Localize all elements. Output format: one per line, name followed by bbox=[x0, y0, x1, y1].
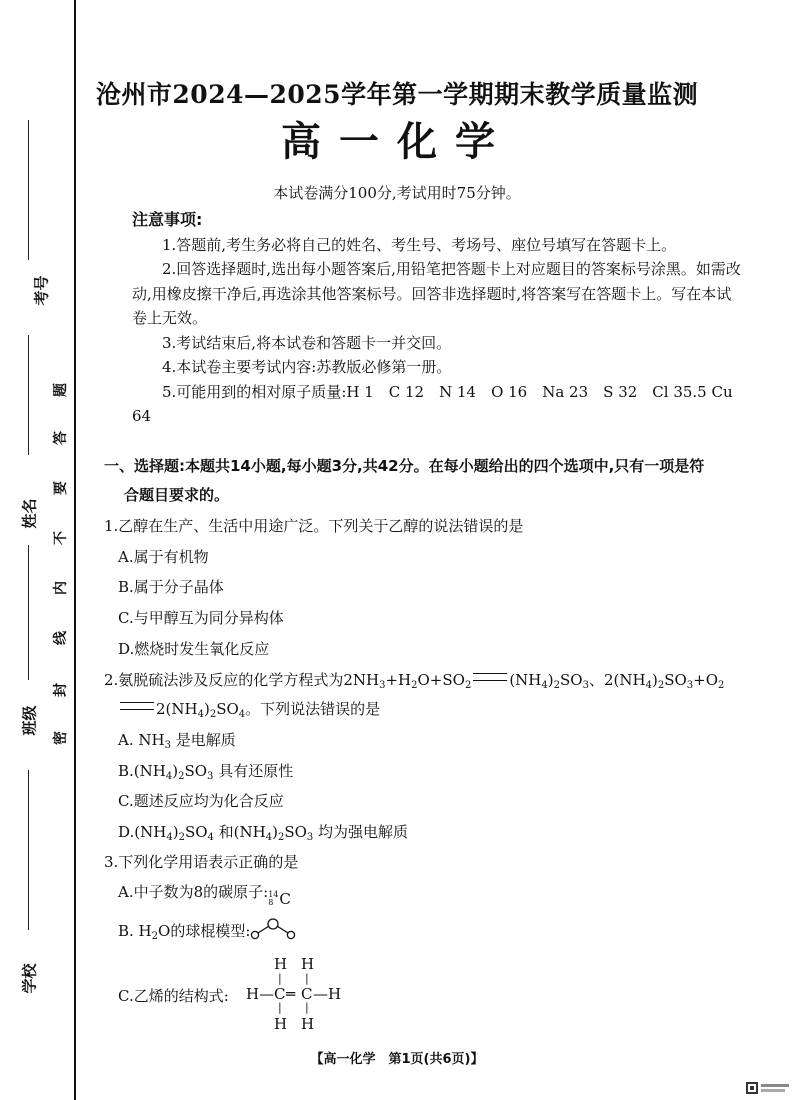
q2-option-a: A. $NH_3$ 是电解质 bbox=[118, 731, 236, 751]
seal-char: 内 bbox=[53, 581, 69, 595]
q2-option-c: C.题述反应均为化合反应 bbox=[118, 792, 284, 810]
seal-char: 线 bbox=[53, 631, 69, 645]
q3-option-b: B. $H_2O$的球棍模型: bbox=[118, 918, 296, 949]
q2-formula: $2NH_3+H_2O+SO_2$ $(NH_4)_2SO_3$、$2(NH_4)_2SO_3+O_2$ bbox=[343, 671, 725, 691]
seal-char: 密 bbox=[53, 731, 69, 745]
q2-stem-suffix: 。下列说法错误的是 bbox=[245, 700, 381, 718]
atom-h: H bbox=[301, 1015, 315, 1033]
q2-option-b: $B.(NH_4)_2SO_3$ 具有还原性 bbox=[118, 762, 294, 782]
exam-number-label: 考号 bbox=[32, 275, 51, 306]
double-bond: ═ bbox=[286, 985, 296, 1003]
q1-option-c: C.与甲醇互为同分异构体 bbox=[118, 609, 284, 627]
note-item: 4.本试卷主要考试内容:苏教版必修第一册。 bbox=[162, 358, 452, 376]
seal-char: 封 bbox=[53, 683, 69, 697]
question-3-stem: 3.下列化学用语表示正确的是 bbox=[104, 853, 299, 871]
exam-number-field-lower bbox=[28, 335, 29, 455]
seal-char: 要 bbox=[53, 481, 69, 495]
note-item: 2.回答选择题时,选出每小题答案后,用铅笔把答题卡上对应题目的答案标号涂黑。如需改动,用橡皮擦干净后,再选涂其他答案标号。回答非选择题时,将答案写在答题卡上。写在本试卷上无效。 bbox=[132, 260, 741, 327]
exam-info: 本试卷满分100分,考试用时75分钟。 bbox=[273, 184, 521, 202]
atom-h-left: H— bbox=[246, 985, 275, 1003]
seal-char: 题 bbox=[53, 383, 69, 397]
section-heading bbox=[104, 452, 764, 510]
q3-option-c: C.乙烯的结构式: bbox=[118, 987, 229, 1005]
atom-h: H bbox=[274, 955, 288, 973]
note-item: 5.可能用到的相对原子质量:H 1 C 12 N 14 O 16 Na 23 S 32 Cl 35.5 Cu 64 bbox=[132, 382, 733, 425]
notes-block bbox=[132, 208, 742, 429]
atom-h: H bbox=[274, 1015, 288, 1033]
section-heading-line: 一、选择题:本题共14小题,每小题3分,共42分。在每小题给出的四个选项中,只有一项是符 bbox=[104, 457, 705, 475]
atom-h: H bbox=[301, 955, 315, 973]
qr-code-icon bbox=[746, 1082, 790, 1094]
note-item: 1.答题前,考生务必将自己的姓名、考生号、考场号、座位号填写在答题卡上。 bbox=[162, 235, 677, 254]
atom-c: C bbox=[274, 985, 286, 1003]
class-label: 班级 bbox=[20, 705, 39, 736]
page-footer: 【高一化学 第1页(共6页)】 bbox=[310, 1052, 484, 1067]
seal-char: 答 bbox=[53, 431, 69, 445]
q1-option-a: A.属于有机物 bbox=[118, 548, 209, 566]
q1-option-d: D.燃烧时发生氧化反应 bbox=[118, 640, 270, 658]
atom-h-right: —H bbox=[313, 985, 342, 1003]
ethene-structure: H H | | H— C ═ C —H | | H H bbox=[246, 955, 342, 1033]
school-label: 学校 bbox=[20, 963, 39, 994]
exam-title: 沧州市2024—2025学年第一学期期末教学质量监测 bbox=[95, 80, 699, 109]
note-item: 3.考试结束后,将本试卷和答题卡一并交回。 bbox=[162, 333, 452, 352]
question-2-stem bbox=[104, 667, 764, 699]
subject-title: 高一化学 bbox=[281, 119, 513, 165]
atom-c: C bbox=[301, 985, 313, 1003]
q2-stem-text: 2.氨脱硫法涉及反应的化学方程式为 bbox=[104, 671, 344, 689]
carbon-nuclide: 14 8 C bbox=[268, 890, 291, 908]
name-field bbox=[28, 545, 29, 680]
q2-option-d: $D.(NH_4)_2SO_4$ 和$(NH_4)_2SO_3$ 均为强电解质 bbox=[118, 823, 409, 843]
class-field bbox=[28, 770, 29, 930]
seal-char: 不 bbox=[53, 531, 69, 545]
name-label: 姓名 bbox=[20, 498, 39, 529]
section-heading-line: 合题目要求的。 bbox=[124, 486, 230, 504]
q3-option-a: A.中子数为8的碳原子: 14 8 C bbox=[118, 880, 291, 911]
question-1-stem: 1.乙醇在生产、生活中用途广泛。下列关于乙醇的说法错误的是 bbox=[104, 517, 524, 535]
notes-title: 注意事项: bbox=[132, 210, 203, 229]
q2-formula-cont: $2(NH_4)_2SO_4$。下列说法错误的是 bbox=[118, 697, 380, 727]
q1-option-b: B.属于分子晶体 bbox=[118, 578, 224, 596]
water-ball-stick-model-icon bbox=[250, 918, 296, 940]
